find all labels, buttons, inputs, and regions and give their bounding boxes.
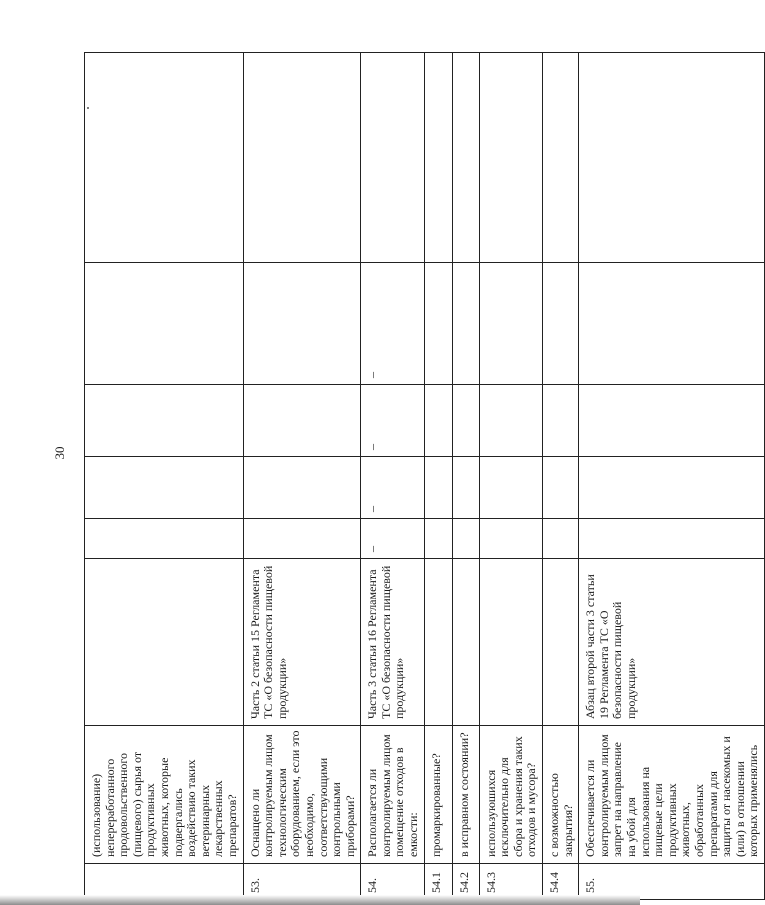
empty-cell (479, 263, 542, 385)
empty-cell (479, 53, 542, 263)
table-row (479, 53, 542, 900)
empty-cell (452, 263, 479, 385)
item-reference (479, 559, 542, 726)
answer-yes-cell: – (361, 519, 424, 559)
empty-cell (85, 53, 244, 263)
answer-no-cell (243, 457, 361, 519)
page-number: 30 (52, 446, 67, 460)
empty-cell (452, 53, 479, 263)
answer-na-cell (85, 385, 244, 457)
answer-na-cell: – (361, 385, 424, 457)
empty-cell (424, 385, 452, 457)
answer-na-cell (243, 385, 361, 457)
item-reference: Часть 2 статьи 15 Регламента ТС «О безопасности пищевой продукции» (243, 559, 361, 726)
empty-cell (479, 519, 542, 559)
empty-cell (543, 385, 579, 457)
table-row (361, 53, 424, 900)
table-row (579, 53, 765, 900)
item-reference (452, 559, 479, 726)
checklist-table-region (84, 53, 761, 900)
empty-cell (243, 53, 361, 263)
item-question: в исправном состоянии? (452, 726, 479, 864)
item-question: промаркированные? (424, 726, 452, 864)
empty-cell (543, 457, 579, 519)
empty-cell (579, 263, 765, 385)
answer-notes-cell (85, 263, 244, 385)
empty-cell (424, 263, 452, 385)
item-question: (использование) непереработанного продовольственного (пищевого) сырья от продуктивных животных, которые подвергались воздействию таких ветеринарных лекарственных препаратов? (85, 726, 244, 864)
answer-yes-cell (85, 519, 244, 559)
item-question: Обеспечивается ли контролируемым лицом запрет на направление на убой для использования на пищевые цели продуктивных животных, обработанных препаратами для защиты от насекомых и (или) в отношении которых применялись (579, 726, 765, 864)
empty-cell (479, 457, 542, 519)
item-reference (424, 559, 452, 726)
empty-cell (361, 53, 424, 263)
empty-cell (479, 385, 542, 457)
empty-cell (424, 53, 452, 263)
checklist-table-rotated (84, 53, 761, 900)
item-reference: Часть 3 статьи 16 Регламента ТС «О безопасности пищевой продукции» (361, 559, 424, 726)
empty-cell (543, 53, 579, 263)
item-number: 54.2 (452, 864, 479, 900)
item-reference (85, 559, 244, 726)
empty-cell (452, 457, 479, 519)
empty-cell (452, 385, 479, 457)
item-question: Располагается ли контролируемым лицом помещение отходов в емкости: (361, 726, 424, 864)
empty-cell (579, 457, 765, 519)
empty-cell (424, 519, 452, 559)
item-question: с возможностью закрытия? (543, 726, 579, 864)
item-number: 54.4 (543, 864, 579, 900)
answer-no-cell (85, 457, 244, 519)
item-number: 53. (243, 864, 361, 900)
empty-cell (579, 53, 765, 263)
item-number: 54.1 (424, 864, 452, 900)
answer-yes-cell (243, 519, 361, 559)
item-number: 55. (579, 864, 765, 900)
item-reference (543, 559, 579, 726)
table-row (85, 53, 244, 900)
empty-cell (543, 263, 579, 385)
answer-no-cell: – (361, 457, 424, 519)
empty-cell (543, 519, 579, 559)
scan-bottom-edge (0, 895, 640, 905)
item-reference: Абзац второй части 3 статьи 19 Регламента ТС «О безопасности пищевой продукции» (579, 559, 765, 726)
empty-cell (579, 519, 765, 559)
item-number: 54. (361, 864, 424, 900)
table-row (543, 53, 579, 900)
empty-cell (424, 457, 452, 519)
table-row (424, 53, 452, 900)
answer-notes-cell: – (361, 263, 424, 385)
item-question: используюшихся исключительно для сбора и хранения таких отходов и мусора? (479, 726, 542, 864)
item-question: Оснащено ли контролируемым лицом технологическим оборудованием, если это необходимо, соответствующими контрольными приборами? (243, 726, 361, 864)
checklist-table (84, 52, 765, 900)
empty-cell (579, 385, 765, 457)
table-row (243, 53, 361, 900)
empty-cell (452, 519, 479, 559)
answer-notes-cell (243, 263, 361, 385)
item-number: 54.3 (479, 864, 542, 900)
table-row (452, 53, 479, 900)
